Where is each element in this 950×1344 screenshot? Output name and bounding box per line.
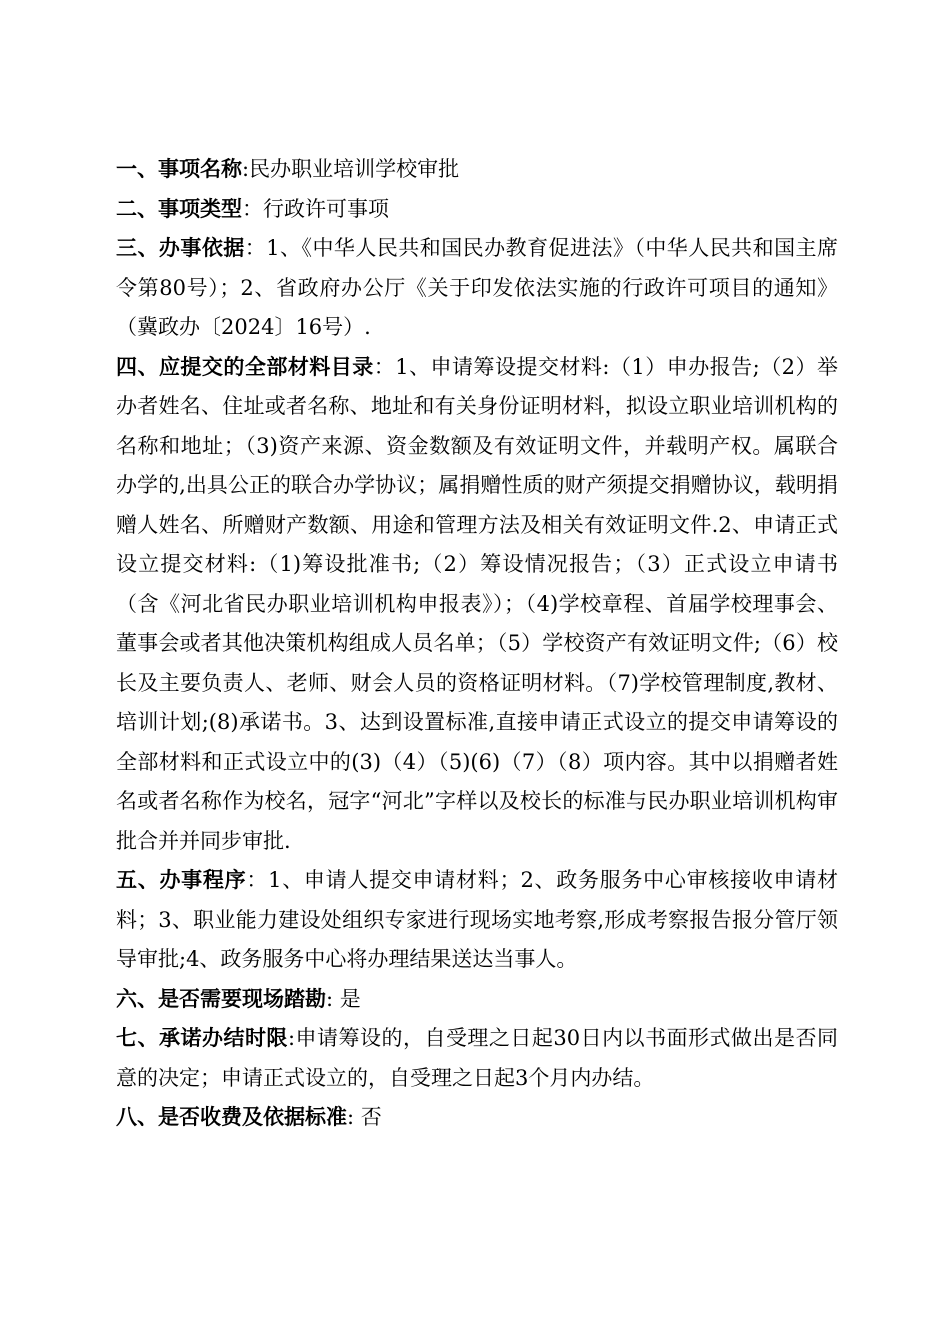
item-procedure	[116, 861, 838, 980]
item-label: 一、事项名称	[116, 157, 242, 181]
item-matter-name	[116, 150, 838, 190]
item-text: ：行政许可事项	[242, 196, 389, 221]
item-text: :申请筹设的，自受理之日起30日内以书面形式做出是否同意的决定；申请正式设立的，自受理之日起3个月内办结。	[116, 1026, 839, 1090]
item-label: 八、是否收费及依据标准	[116, 1105, 347, 1129]
item-matter-type	[116, 190, 838, 230]
item-materials-list	[116, 348, 838, 862]
item-label: 七、承诺办结时限	[116, 1026, 288, 1050]
item-text: : 否	[347, 1105, 382, 1129]
item-label: 五、办事程序	[116, 868, 247, 892]
item-fees	[116, 1098, 838, 1138]
item-label: 四、应提交的全部材料目录	[116, 354, 374, 379]
item-site-inspection	[116, 980, 838, 1020]
item-label: 三、办事依据	[116, 236, 245, 260]
item-text: ：1、申请人提交申请材料；2、政务服务中心审核接收申请材料；3、职业能力建设处组织专家进行现场实地考察,形成考察报告报分管厅领导审批;4、政务服务中心将办理结果送达当事人。	[116, 868, 838, 971]
item-label: 二、事项类型	[116, 196, 242, 221]
document-body	[116, 150, 838, 1138]
item-text: :民办职业培训学校审批	[242, 157, 460, 181]
item-time-limit	[116, 1019, 838, 1098]
item-legal-basis	[116, 229, 838, 348]
item-label: 六、是否需要现场踏勘	[116, 986, 326, 1011]
item-text: ：1、《中华人民共和国民办教育促进法》（中华人民共和国主席令第80号）；2、省政府办公厅《关于印发依法实施的行政许可项目的通知》（冀政办〔2024〕16号）.	[116, 236, 839, 339]
item-text: : 是	[326, 986, 361, 1011]
item-text: ：1、申请筹设提交材料:（1）申办报告;（2）举办者姓名、住址或者名称、地址和有关身份证明材料，拟设立职业培训机构的名称和地址；（3)资产来源、资金数额及有效证明文件，并载明产权。属联合办学的,出具公正的联合办学协议；属捐赠性质的财产须提交捐赠协议，载明捐赠人姓名、所赠财产数额、用途和管理方法及相关有效证明文件.2、申请正式设立提交材料:（1)筹设批准书;（2）筹设情况报告；（3）正式设立申请书（含《河北省民办职业培训机构申报表》）；（4)学校章程、首届学校理事会、董事会或者其他决策机构组成人员名单；（5）学校资产有效证明文件;（6）校长及主要负责人、老师、财会人员的资格证明材料。（7)学校管理制度,教材、培训计划;(8)承诺书。3、达到设置标准,直接申请正式设立的提交申请筹设的全部材料和正式设立中的(3)（4）（5)(6)（7）（8）项内容。其中以捐赠者姓名或者名称作为校名，冠字“河北”字样以及校长的标准与民办职业培训机构审批合并并同步审批.	[116, 354, 838, 853]
